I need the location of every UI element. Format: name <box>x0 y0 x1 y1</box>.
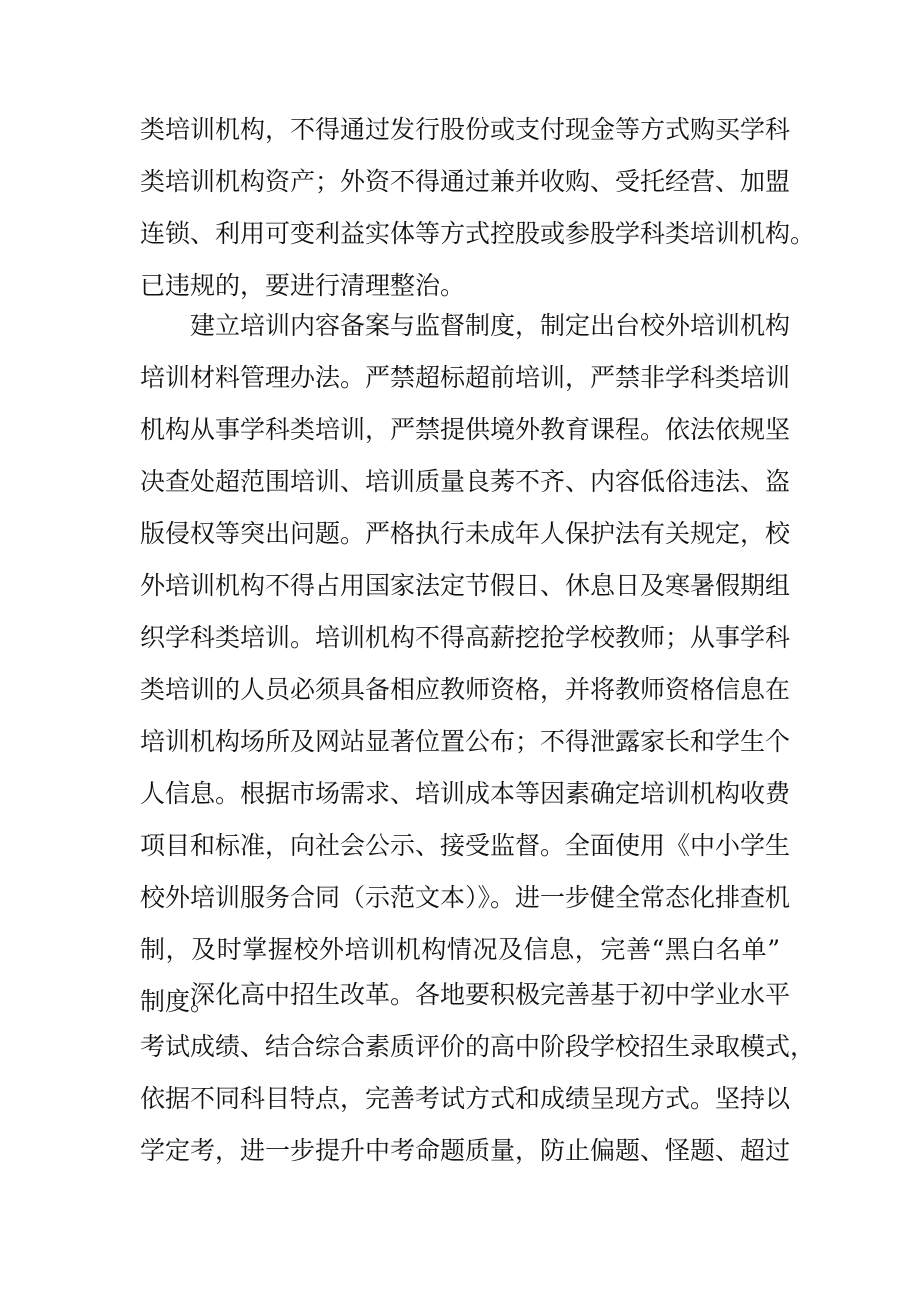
text-line: 人信息。根据市场需求、培训成本等因素确定培训机构收费 <box>140 779 791 808</box>
text-line: 类培训的人员必须具备相应教师资格，并将教师资格信息在 <box>140 675 791 704</box>
text-line: 培训机构场所及网站显著位置公布；不得泄露家长和学生个 <box>140 727 791 756</box>
text-line: 织学科类培训。培训机构不得高薪挖抢学校教师；从事学科 <box>140 623 791 652</box>
text-line: 连锁、利用可变利益实体等方式控股或参股学科类培训机构。 <box>140 219 816 248</box>
paragraph-training-content <box>140 300 791 1028</box>
text-line: 已违规的，要进行清理整治。 <box>140 271 466 300</box>
text-line: 项目和标准，向社会公示、接受监督。全面使用《中小学生 <box>140 831 791 860</box>
text-line: 外培训机构不得占用国家法定节假日、休息日及寒暑假期组 <box>140 571 791 600</box>
text-line: 类培训机构，不得通过发行股份或支付现金等方式购买学科 <box>140 115 791 144</box>
text-line: 制，及时掌握校外培训机构情况及信息，完善“黑白名单” <box>140 935 780 964</box>
text-line: 决查处超范围培训、培训质量良莠不齐、内容低俗违法、盗 <box>140 467 791 496</box>
text-line: 类培训机构资产；外资不得通过兼并收购、受托经营、加盟 <box>140 167 791 196</box>
text-line: 版侵权等突出问题。严格执行未成年人保护法有关规定，校 <box>140 519 791 548</box>
paragraph-admission-reform <box>140 969 816 1177</box>
text-line: 制度。 <box>140 987 216 1016</box>
text-line: 学定考，进一步提升中考命题质量，防止偏题、怪题、超过 <box>140 1136 791 1165</box>
text-line: 深化高中招生改革。各地要积极完善基于初中学业水平 <box>190 980 791 1009</box>
text-line: 依据不同科目特点，完善考试方式和成绩呈现方式。坚持以 <box>140 1084 791 1113</box>
text-line: 机构从事学科类培训，严禁提供境外教育课程。依法依规坚 <box>140 415 791 444</box>
text-line: 培训材料管理办法。严禁超标超前培训，严禁非学科类培训 <box>140 363 791 392</box>
text-line: 校外培训服务合同（示范文本）》。进一步健全常态化排查机 <box>140 883 791 912</box>
text-line: 考试成绩、结合综合素质评价的高中阶段学校招生录取模式， <box>140 1032 816 1061</box>
text-line: 建立培训内容备案与监督制度，制定出台校外培训机构 <box>190 311 791 340</box>
paragraph-continuation <box>140 104 816 312</box>
